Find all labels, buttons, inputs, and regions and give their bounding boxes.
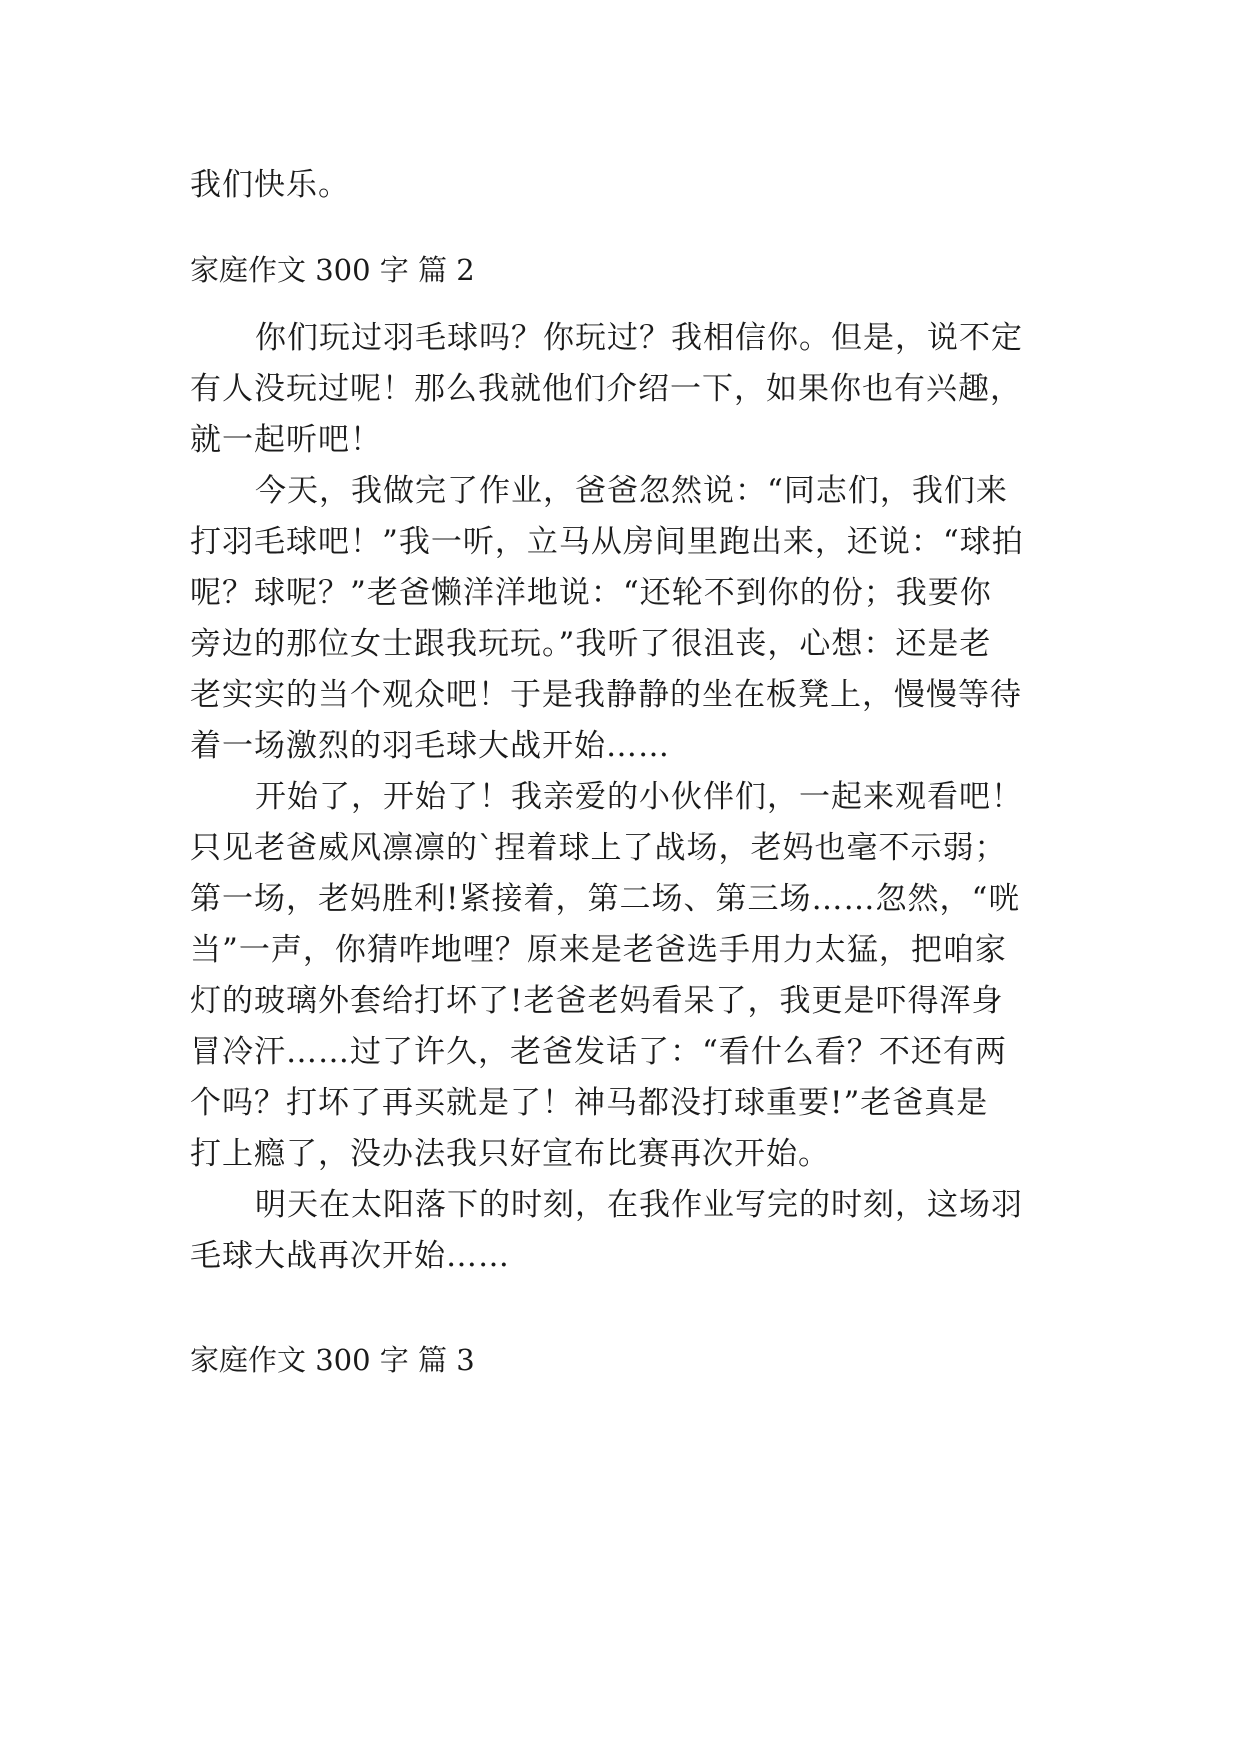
paragraph-line: 个吗？打坏了再买就是了！神马都没打球重要!”老爸真是 (190, 1085, 989, 1121)
paragraph-line: 开始了，开始了！我亲爱的小伙伴们，一起来观看吧！ (255, 779, 1023, 815)
paragraph-line: 今天，我做完了作业，爸爸忽然说：“同志们，我们来 (255, 473, 1008, 509)
paragraph-line: 打上瘾了，没办法我只好宣布比赛再次开始。 (190, 1136, 830, 1172)
paragraph-line: 毛球大战再次开始…… (190, 1238, 510, 1274)
paragraph-line: 灯的玻璃外套给打坏了!老爸老妈看呆了，我更是吓得浑身 (190, 983, 1004, 1019)
paragraph-line: 着一场激烈的羽毛球大战开始…… (190, 728, 670, 764)
paragraph-line: 老实实的当个观众吧！于是我静静的坐在板凳上，慢慢等待 (190, 677, 1022, 713)
section-heading: 家庭作文 300 字 篇 2 (190, 253, 475, 287)
paragraph-line: 呢？球呢？”老爸懒洋洋地说：“还轮不到你的份；我要你 (190, 575, 992, 611)
section-heading: 家庭作文 300 字 篇 3 (190, 1343, 475, 1377)
paragraph-line: 就一起听吧！ (190, 422, 382, 458)
paragraph-line: 你们玩过羽毛球吗？你玩过？我相信你。但是，说不定 (255, 320, 1023, 356)
paragraph-line: 冒冷汗……过了许久，老爸发话了：“看什么看？不还有两 (190, 1034, 1007, 1070)
paragraph-line: 旁边的那位女士跟我玩玩。”我听了很沮丧，心想：还是老 (190, 626, 992, 662)
paragraph-line: 第一场，老妈胜利!紧接着，第二场、第三场……忽然，“咣 (190, 881, 1021, 917)
paragraph-line: 有人没玩过呢！那么我就他们介绍一下，如果你也有兴趣， (190, 371, 1022, 407)
paragraph-line: 当”一声，你猜咋地哩？原来是老爸选手用力太猛，把咱家 (190, 932, 1007, 968)
paragraph-line: 明天在太阳落下的时刻，在我作业写完的时刻，这场羽 (255, 1187, 1023, 1223)
paragraph-line: 只见老爸威风凛凛的`捏着球上了战场，老妈也毫不示弱； (190, 830, 1007, 866)
paragraph-line: 打羽毛球吧！”我一听，立马从房间里跑出来，还说：“球拍 (190, 524, 1024, 560)
paragraph-line: 我们快乐。 (190, 167, 350, 203)
